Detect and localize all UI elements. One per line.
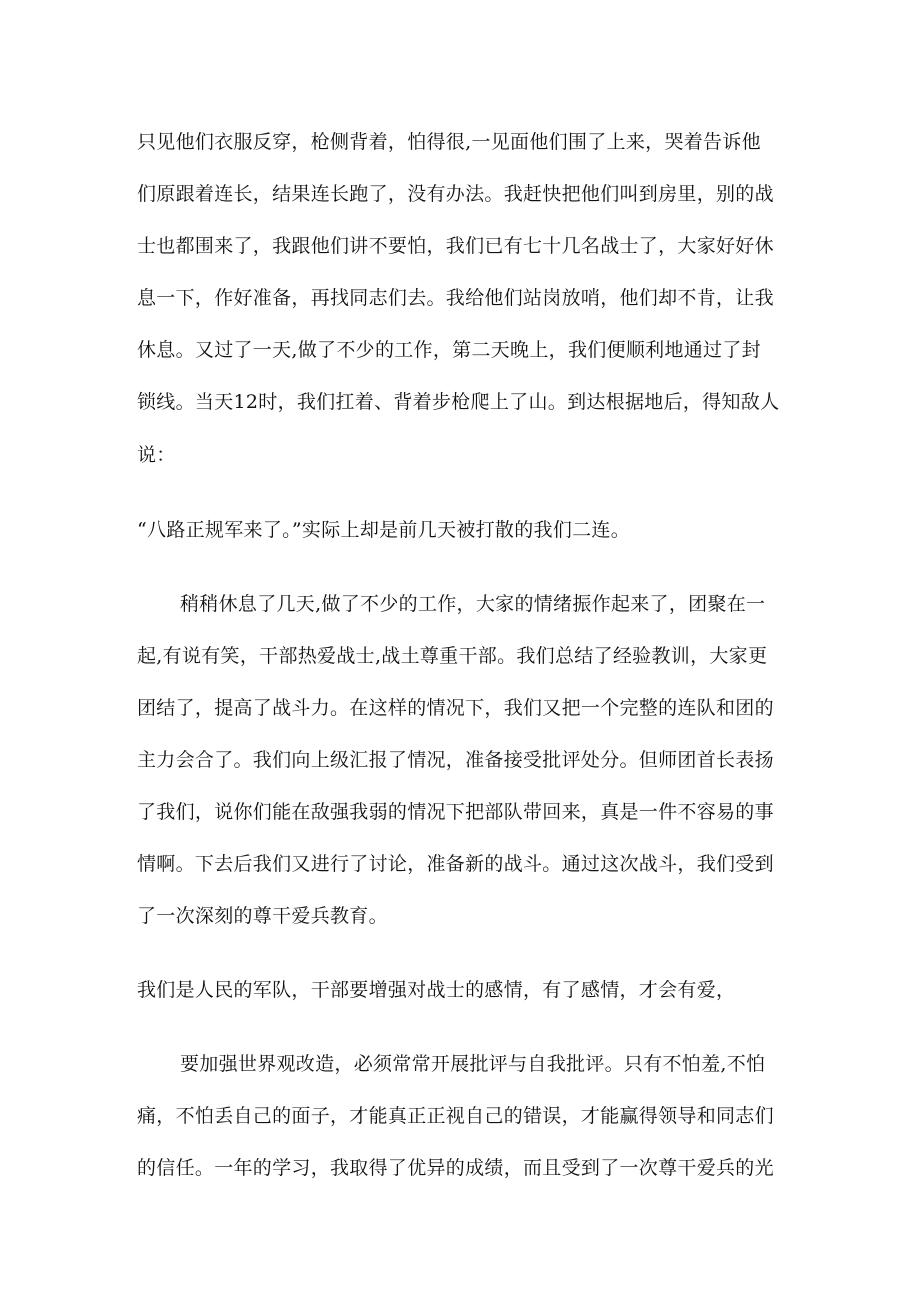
text-line: 们原跟着连长，结果连长跑了，没有办法。我赶快把他们叫到房里，别的战 <box>137 183 774 205</box>
text-line: 只见他们衣服反穿，枪侧背着，怕得很,一见面他们围了上来，哭着告诉他 <box>137 131 761 153</box>
text-line: 锁线。当天12时，我们扛着、背着步枪爬上了山。到达根据地后，得知敌人 <box>137 391 780 413</box>
text-line: 了我们，说你们能在敌强我弱的情况下把部队带回来，真是一件不容易的事 <box>137 801 774 823</box>
text-line: 痛，不怕丢自己的面子，才能真正正视自己的错误，才能赢得领导和同志们 <box>137 1105 774 1127</box>
text-line: 我们是人民的军队，干部要增强对战士的感情，有了感情，才会有爱， <box>137 979 736 1001</box>
text-line: “八路正规军来了。”实际上却是前几天被打散的我们二连。 <box>137 519 631 541</box>
text-line: 的信任。一年的学习，我取得了优异的成绩，而且受到了一次尊干爱兵的光 <box>137 1157 774 1179</box>
text-line: 起,有说有笑，干部热爱战士,战土尊重干部。我们总结了经验教训，大家更 <box>137 645 768 667</box>
text-line: 团结了，提高了战斗力。在这样的情况下，我们又把一个完整的连队和团的 <box>137 697 774 719</box>
paragraph-start-line: 要加强世界观改造，必须常常开展批评与自我批评。只有不怕羞,不怕 <box>180 1053 766 1075</box>
text-line: 了一次深刻的尊干爱兵教育。 <box>137 905 388 927</box>
text-line: 士也都围来了，我跟他们讲不要怕，我们已有七十几名战士了，大家好好休 <box>137 235 774 257</box>
text-line: 主力会合了。我们向上级汇报了情况，准备接受批评处分。但师团首长表扬 <box>137 749 774 771</box>
paragraph-start-line: 稍稍休息了几天,做了不少的工作，大家的情绪振作起来了，团聚在一 <box>180 593 766 615</box>
text-line: 说： <box>137 444 176 466</box>
text-line: 休息。又过了一天,做了不少的工作，第二天晚上，我们便顺利地通过了封 <box>137 339 761 361</box>
text-line: 息一下，作好准备，再找同志们去。我给他们站岗放哨，他们却不肯，让我 <box>137 287 774 309</box>
text-line: 情啊。下去后我们又进行了讨论，准备新的战斗。通过这次战斗，我们受到 <box>137 853 774 875</box>
